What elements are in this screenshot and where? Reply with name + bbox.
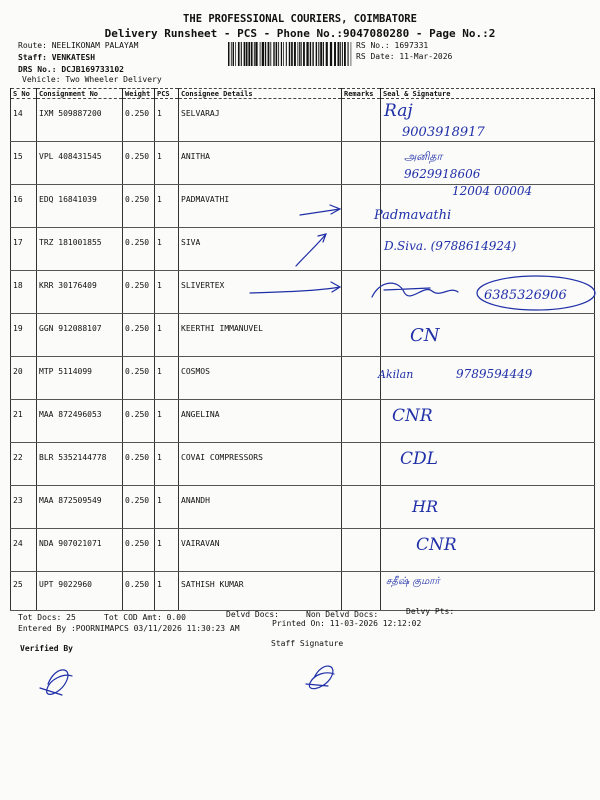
- cell-remarks: [342, 314, 381, 357]
- barcode-bar: [238, 42, 240, 66]
- weight-value: 0.250: [125, 453, 150, 462]
- consignment-value: KRR 30176409: [39, 281, 97, 290]
- consignee-value: KEERTHI IMMANUVEL: [181, 324, 263, 333]
- barcode-bar: [340, 42, 341, 66]
- barcode-bar: [260, 42, 261, 66]
- rs-date: RS Date: 11-Mar-2026: [356, 52, 453, 61]
- cell-weight: [123, 271, 155, 314]
- weight-value: 0.250: [125, 281, 150, 290]
- cell-consignee: [179, 228, 342, 271]
- weight-value: 0.250: [125, 496, 150, 505]
- cell-consignment: [37, 185, 123, 228]
- cell-pcs: [155, 142, 179, 185]
- hw-r22: CDL: [400, 449, 438, 469]
- cell-consignee: [179, 271, 342, 314]
- cell-sno: [11, 357, 37, 400]
- weight-value: 0.250: [125, 195, 150, 204]
- entered-by: Entered By :POORNIMAPCS 03/11/2026 11:30:23 AM: [18, 624, 240, 633]
- barcode-bar: [291, 42, 293, 66]
- cell-pcs: [155, 443, 179, 486]
- hw-r21: CNR: [392, 406, 433, 426]
- table-row: [11, 572, 595, 611]
- hw-r23: HR: [412, 497, 438, 516]
- barcode-bar: [276, 42, 278, 66]
- weight-value: 0.250: [125, 580, 150, 589]
- cell-consignment: [37, 142, 123, 185]
- consignment-value: MAA 872496053: [39, 410, 102, 419]
- cell-signature: [381, 357, 595, 400]
- table-row: [11, 443, 595, 486]
- cell-weight: [123, 185, 155, 228]
- consignment-value: TRZ 181001855: [39, 238, 102, 247]
- consignment-value: BLR 5352144778: [39, 453, 107, 462]
- barcode-bar: [316, 42, 317, 66]
- barcode-bar: [262, 42, 264, 66]
- sno-value: 24: [13, 539, 23, 548]
- barcode-bar: [326, 42, 328, 66]
- barcode-bar: [310, 42, 311, 66]
- barcode-bar: [228, 42, 229, 66]
- rs-number: RS No.: 1697331: [356, 41, 429, 50]
- table-row: [11, 314, 595, 357]
- barcode-bar: [351, 42, 352, 66]
- cell-remarks: [342, 572, 381, 611]
- table-row: [11, 271, 595, 314]
- consignee-value: PADMAVATHI: [181, 195, 230, 204]
- consignee-value: ANGELINA: [181, 410, 220, 419]
- cell-sno: [11, 486, 37, 529]
- barcode-bar: [299, 42, 300, 66]
- cell-sno: [11, 228, 37, 271]
- cell-remarks: [342, 400, 381, 443]
- consignee-value: COVAI COMPRESSORS: [181, 453, 263, 462]
- cell-pcs: [155, 529, 179, 572]
- weight-value: 0.250: [125, 152, 150, 161]
- cell-signature: [381, 228, 595, 271]
- consignment-value: MTP 5114099: [39, 367, 92, 376]
- barcode-bar: [268, 42, 270, 66]
- cell-remarks: [342, 142, 381, 185]
- pcs-value: 1: [157, 410, 162, 419]
- verified-signature: [40, 670, 72, 695]
- cell-sno: [11, 572, 37, 611]
- consignment-value: EDQ 16841039: [39, 195, 97, 204]
- cell-remarks: [342, 357, 381, 400]
- consignment-value: IXM 509887200: [39, 109, 102, 118]
- cell-consignee: [179, 400, 342, 443]
- barcode-bar: [342, 42, 343, 66]
- cell-consignment: [37, 99, 123, 142]
- barcode-bar: [231, 42, 232, 66]
- cell-sno: [11, 443, 37, 486]
- barcode-bar: [344, 42, 346, 66]
- sno-value: 20: [13, 367, 23, 376]
- table-row: [11, 400, 595, 443]
- sno-value: 16: [13, 195, 23, 204]
- table-row: [11, 99, 595, 142]
- cell-consignee: [179, 142, 342, 185]
- cell-remarks: [342, 185, 381, 228]
- cell-sno: [11, 314, 37, 357]
- pcs-value: 1: [157, 580, 162, 589]
- cell-consignment: [37, 357, 123, 400]
- tot-docs: Tot Docs: 25: [18, 613, 76, 622]
- hw-r15-name: அனிதா: [404, 150, 443, 163]
- cell-weight: [123, 400, 155, 443]
- cell-weight: [123, 529, 155, 572]
- cell-remarks: [342, 486, 381, 529]
- pcs-value: 1: [157, 195, 162, 204]
- col-pcs: PCS: [155, 89, 179, 99]
- barcode-bar: [265, 42, 266, 66]
- barcode-bar: [273, 42, 274, 66]
- weight-value: 0.250: [125, 367, 150, 376]
- cell-pcs: [155, 185, 179, 228]
- cell-signature: [381, 400, 595, 443]
- barcode: [228, 42, 352, 66]
- barcode-bar: [244, 42, 246, 66]
- barcode-bar: [330, 42, 332, 66]
- cell-remarks: [342, 443, 381, 486]
- barcode-bar: [318, 42, 319, 66]
- barcode-bar: [303, 42, 305, 66]
- col-consignee: Consignee Details: [179, 89, 342, 99]
- cell-consignment: [37, 443, 123, 486]
- cell-consignee: [179, 99, 342, 142]
- pcs-value: 1: [157, 109, 162, 118]
- consignment-value: MAA 872509549: [39, 496, 102, 505]
- cell-sno: [11, 400, 37, 443]
- consignment-value: GGN 912088107: [39, 324, 102, 333]
- table-row: [11, 142, 595, 185]
- cell-weight: [123, 99, 155, 142]
- barcode-bar: [306, 42, 308, 66]
- table-row: [11, 486, 595, 529]
- barcode-bar: [255, 42, 257, 66]
- hw-r18-phone: 6385326906: [484, 288, 567, 303]
- hw-r15-phone: 9629918606: [404, 167, 481, 181]
- cell-weight: [123, 572, 155, 611]
- sno-value: 19: [13, 324, 23, 333]
- hw-r19: CN: [410, 325, 440, 346]
- runsheet-subtitle: Delivery Runsheet - PCS - Phone No.:9047080280 - Page No.:2: [104, 27, 496, 40]
- vehicle-label: Vehicle: Two Wheeler Delivery: [22, 75, 162, 84]
- consignee-value: SLIVERTEX: [181, 281, 225, 290]
- cell-weight: [123, 486, 155, 529]
- printed-on: Printed On: 11-03-2026 12:12:02: [272, 619, 422, 628]
- cell-signature: [381, 529, 595, 572]
- weight-value: 0.250: [125, 539, 150, 548]
- sno-value: 22: [13, 453, 23, 462]
- cell-pcs: [155, 99, 179, 142]
- staff-signature: [306, 666, 334, 689]
- col-sno: S No: [11, 89, 37, 99]
- table-row: [11, 228, 595, 271]
- col-consignment: Consignment No: [37, 89, 123, 99]
- cell-consignee: [179, 357, 342, 400]
- route-label: Route: NEELIKONAM PALAYAM: [18, 41, 139, 50]
- cell-pcs: [155, 271, 179, 314]
- cell-signature: [381, 314, 595, 357]
- consignee-value: COSMOS: [181, 367, 210, 376]
- company-title: THE PROFESSIONAL COURIERS, COIMBATORE: [183, 13, 417, 25]
- hw-r20-name: Akilan: [378, 368, 414, 381]
- hw-r20-phone: 9789594449: [456, 367, 533, 381]
- cell-consignee: [179, 572, 342, 611]
- barcode-bar: [301, 42, 302, 66]
- cell-weight: [123, 228, 155, 271]
- cell-consignment: [37, 529, 123, 572]
- sno-value: 15: [13, 152, 23, 161]
- hw-r14-name: Raj: [384, 101, 413, 121]
- pcs-value: 1: [157, 281, 162, 290]
- cell-pcs: [155, 400, 179, 443]
- sno-value: 23: [13, 496, 23, 505]
- barcode-bar: [241, 42, 242, 66]
- consignment-value: UPT 9022960: [39, 580, 92, 589]
- pcs-value: 1: [157, 453, 162, 462]
- cell-pcs: [155, 572, 179, 611]
- cell-signature: [381, 443, 595, 486]
- verified-by-label: Verified By: [20, 644, 73, 653]
- cell-weight: [123, 142, 155, 185]
- col-weight: Weight: [123, 89, 155, 99]
- hw-r15-extra: 12004 00004: [452, 184, 533, 198]
- pcs-value: 1: [157, 496, 162, 505]
- cell-sno: [11, 529, 37, 572]
- weight-value: 0.250: [125, 238, 150, 247]
- consignee-value: SATHISH KUMAR: [181, 580, 244, 589]
- sno-value: 21: [13, 410, 23, 419]
- consignment-value: VPL 408431545: [39, 152, 102, 161]
- barcode-bar: [246, 42, 248, 66]
- table-row: [11, 529, 595, 572]
- barcode-bar: [320, 42, 322, 66]
- cell-consignment: [37, 486, 123, 529]
- consignee-value: SELVARAJ: [181, 109, 220, 118]
- hw-r14-phone: 9003918917: [402, 125, 485, 140]
- cell-consignment: [37, 228, 123, 271]
- tot-cod-amt: Tot COD Amt: 0.00: [104, 613, 186, 622]
- drs-number: DRS No.: DCJB169733102: [18, 65, 124, 74]
- consignee-value: VAIRAVAN: [181, 539, 220, 548]
- hw-r24: CNR: [416, 535, 457, 555]
- cell-consignee: [179, 314, 342, 357]
- pcs-value: 1: [157, 152, 162, 161]
- hw-r17: D.Siva. (9788614924): [384, 239, 517, 253]
- barcode-bar: [294, 42, 296, 66]
- pcs-value: 1: [157, 539, 162, 548]
- barcode-bar: [233, 42, 234, 66]
- cell-signature: [381, 99, 595, 142]
- weight-value: 0.250: [125, 410, 150, 419]
- barcode-bar: [289, 42, 290, 66]
- cell-consignee: [179, 443, 342, 486]
- table-row: [11, 185, 595, 228]
- barcode-bar: [334, 42, 336, 66]
- hw-r16: Padmavathi: [374, 208, 452, 223]
- sno-value: 25: [13, 580, 23, 589]
- staff-label: Staff: VENKATESH: [18, 53, 96, 62]
- pcs-value: 1: [157, 367, 162, 376]
- col-remarks: Remarks: [342, 89, 381, 99]
- cell-remarks: [342, 99, 381, 142]
- cell-remarks: [342, 271, 381, 314]
- cell-signature: [381, 142, 595, 185]
- cell-sno: [11, 142, 37, 185]
- cell-signature: [381, 486, 595, 529]
- cell-sno: [11, 99, 37, 142]
- table-row: [11, 357, 595, 400]
- cell-sno: [11, 271, 37, 314]
- cell-consignee: [179, 185, 342, 228]
- barcode-bar: [254, 42, 255, 66]
- cell-weight: [123, 443, 155, 486]
- col-signature: Seal & Signature: [381, 89, 595, 99]
- barcode-bar: [281, 42, 282, 66]
- sno-value: 18: [13, 281, 23, 290]
- barcode-bar: [251, 42, 253, 66]
- consignee-value: SIVA: [181, 238, 201, 247]
- non-delvd-docs: Non Delvd Docs:: [306, 610, 379, 619]
- table-header-row: [11, 89, 595, 99]
- pcs-value: 1: [157, 238, 162, 247]
- cell-consignee: [179, 529, 342, 572]
- cell-pcs: [155, 228, 179, 271]
- barcode-bar: [312, 42, 313, 66]
- weight-value: 0.250: [125, 324, 150, 333]
- cell-consignment: [37, 271, 123, 314]
- staff-signature-label: Staff Signature: [271, 639, 344, 648]
- barcode-bar: [270, 42, 271, 66]
- barcode-bar: [248, 42, 250, 66]
- cell-signature: [381, 185, 595, 228]
- cell-weight: [123, 314, 155, 357]
- consignee-value: ANANDH: [181, 496, 210, 505]
- cell-remarks: [342, 228, 381, 271]
- delvd-docs: Delvd Docs:: [226, 610, 279, 619]
- barcode-bar: [323, 42, 324, 66]
- cell-pcs: [155, 314, 179, 357]
- cell-weight: [123, 357, 155, 400]
- barcode-bar: [283, 42, 284, 66]
- barcode-bar: [235, 42, 236, 66]
- barcode-bar: [278, 42, 279, 66]
- cell-pcs: [155, 357, 179, 400]
- cell-remarks: [342, 529, 381, 572]
- cell-consignment: [37, 572, 123, 611]
- barcode-bar: [348, 42, 349, 66]
- cell-consignee: [179, 486, 342, 529]
- cell-signature: [381, 572, 595, 611]
- barcode-bar: [286, 42, 287, 66]
- runsheet-table: [10, 88, 595, 611]
- hw-r25: சதீஷ் குமார்: [386, 576, 440, 587]
- cell-sno: [11, 185, 37, 228]
- pcs-value: 1: [157, 324, 162, 333]
- weight-value: 0.250: [125, 109, 150, 118]
- delvy-pts: Delvy Pts:: [406, 607, 455, 616]
- consignment-value: NDA 907021071: [39, 539, 102, 548]
- consignee-value: ANITHA: [181, 152, 210, 161]
- cell-consignment: [37, 314, 123, 357]
- barcode-bar: [337, 42, 339, 66]
- sno-value: 17: [13, 238, 23, 247]
- barcode-bar: [297, 42, 298, 66]
- cell-consignment: [37, 400, 123, 443]
- cell-pcs: [155, 486, 179, 529]
- sno-value: 14: [13, 109, 23, 118]
- cell-signature: [381, 271, 595, 314]
